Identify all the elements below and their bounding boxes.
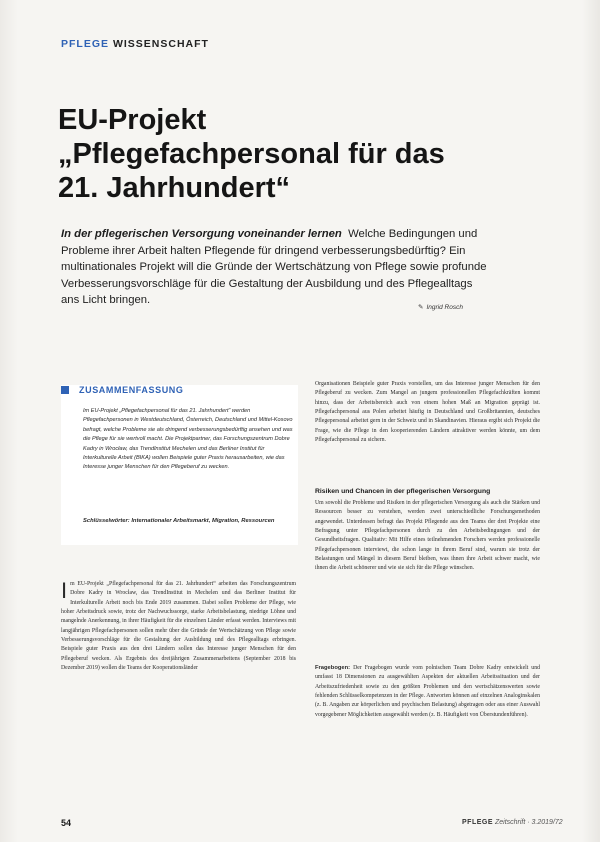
author-name: Ingrid Rosch: [426, 304, 463, 311]
section-rubric: [61, 38, 209, 50]
page-footer: [0, 816, 600, 830]
article-title: [58, 103, 528, 205]
author-byline: [418, 303, 463, 311]
body-column-2-middle: Um sowohl die Probleme und Risiken in der pflegerischen Versorgung als auch die Stärken und Ressourcen besser zu verstehen, werden zwei unterschiedliche Forschungsmethoden angewendet. Unterdessen befragt das Projekt Pflegende aus den Teams der drei Projekte eine Befragung unter Pflegefachpersonen durch zu den Arbeitsbedingungen und der Gesundheitsfragen. Qualitativ: Mit Hilfe eines teilnehmenden Forschers werden professionelle Pflegefachpersonen interviewt, die schon lange in ihrem Beruf sind, warum sie trotz der Belastungen und Mängel in diesem Beruf bleiben, was ihnen ihre Arbeit schwer macht, wie ihnen die Arbeit schönerer und wie sie sich für die Pflege wünschen.: [315, 500, 540, 572]
column-2-subheading: Fragebogen:: [315, 665, 351, 671]
square-bullet-icon: [61, 386, 69, 394]
column-2-bottom-text: Der Fragebogen wurde vom polnischen Team Dobre Kadry entwickelt und umfasst 18 Dimensionen zu ausgewählten Aspekten der aktuellen Arbeitssituation und der Arbeitszufriedenheit sowie zu den größten Problemen und den wertschätzenswerten sowie fehlenden Schlüsselkompetenzen in der Pflege. Antworten können auf einzelnen Analoginskalen (z. B. Angaben zur körperlichen und psychischen Belastung) abgetragen oder aus einer Auswahl vorgegebener Möglichkeiten ausgewählt werden (z. B. Häufigkeit von Überstundenführen).: [315, 665, 540, 718]
column-1-text: m EU-Projekt „Pflegefachpersonal für das 21. Jahrhundert“ arbeiten das Forschungszentrum Dobre Kadry in Wrocław, das TrendInstitut in Mechelen und das Berliner Institut für Interkulturelle Arbeit noch bis Ende 2019 zusammen. Dabei sollen Probleme der Pflege, wie hoher Arbeitsdruck sowie, trotz der Nachwuchssorge, starke Arbeitsbelastung, niedrige Löhne und mangelnde Anerkennung, in ihrer Häufigkeit für die einzelnen Länder erfasst werden. Interviews mit langjährigen Pflegefachpersonen sollen mehr über die Gründe der Wertschätzung von Pflege sowie Verbesserungsvorschläge für die Gestaltung der Ausbildung und des Pflegealltags erbringen. Beispiele guter Praxis aus den drei Ländern sollen das Interesse junger Menschen für den Pflegeberuf wecken. Als Ergebnis des dreijährigen Zusammenarbeitens (September 2018 bis Dezember 2019) wollen die Teams der Kooperationsländer: [61, 581, 296, 672]
body-column-2-bottom: [315, 664, 540, 720]
lead-keyword: In der pflegerischen Versorgung voneinander lernen: [61, 228, 342, 240]
rubric-accent: PFLEGE: [61, 38, 110, 50]
article-lead: [61, 226, 491, 309]
lead-text: Welche Bedingungen und Probleme ihrer Arbeit halten Pflegende für dringend verbesserungsbedürftig? Ein multinationales Projekt will die Gründe der Wertschätzung von Pflege sowie profunde Verbesserungsvorschläge für die Gestaltung der Ausbildung und des Pflegealltags ans Licht bringen.: [61, 228, 487, 306]
column-2-heading: Risiken und Chancen in der pflegerischen Versorgung: [315, 488, 491, 495]
journal-title: PFLEGE: [462, 819, 494, 826]
title-line-2: „Pflegefachpersonal für das: [58, 138, 445, 170]
journal-issue: Zeitschrift · 3.2019/72: [494, 819, 563, 826]
page-number: 54: [61, 818, 72, 828]
summary-heading-text: ZUSAMMENFASSUNG: [79, 385, 184, 395]
rubric-rest: WISSENSCHAFT: [112, 38, 209, 50]
title-line-1: EU-Projekt: [58, 104, 207, 136]
summary-body: Im EU-Projekt „Pflegefachpersonal für das 21. Jahrhundert“ werden Pflegefachpersonen in Westdeutschland, Österreich, Deutschland und Mittel-Kosovo befragt, welche Probleme sie als dringend verbesserungsbedürftig ansehen und was die Pflege für sie wertvoll macht. Die Projektpartner, das Forschungszentrum Dobre Kadry in Wrocław, das Trendlnstitut Mechelen und das Berliner Institut für Interkulturelle Arbeit (BIKA) wollen Beispiele guter Praxis herausarbeiten, wie das Interesse junger Menschen für den Pflegeberuf zu wecken.: [83, 408, 293, 471]
drop-cap: I: [61, 578, 68, 603]
pen-icon: ✎: [418, 304, 424, 311]
summary-heading: [61, 385, 184, 395]
journal-name: [462, 819, 563, 826]
body-column-2-top: Organisationen Beispiele guter Praxis vorstellen, um das Interesse junger Menschen für den Pflegeberuf zu wecken. Zum Mangel an jungem professionellen Pflegefachkräften kommt hinzu, dass der Arbeitsbereich auch von einem hohen Maß an Migration geprägt ist. Pflegefachpersonal aus Polen arbeitet häufig in Deutschland und Großbritannien, deutsches Pflegepersonal arbeitet gern in der Schweiz und in Skandinavien. Hieraus ergibt sich Projekt die Frage, wie die Pflege in den kooperierenden Ländern attraktiver werden könnte, um dem Pflegefachpersonal zu sichern.: [315, 381, 540, 444]
body-column-1: [61, 580, 296, 673]
summary-keywords: Schlüsselwörter: Internationaler Arbeitsmarkt, Migration, Ressourcen: [83, 518, 275, 524]
title-line-3: 21. Jahrhundert“: [58, 172, 291, 204]
summary-box: [61, 385, 298, 545]
